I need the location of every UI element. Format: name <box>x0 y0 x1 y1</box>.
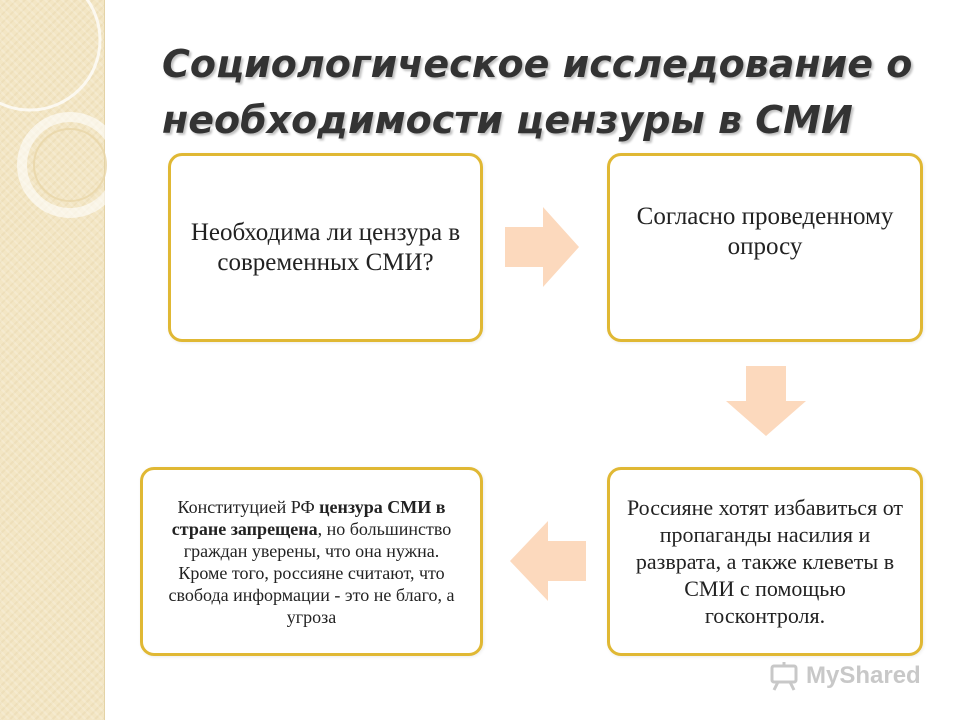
desire-text: Россияне хотят избавиться от пропаганды насилия и разврата, а также клеветы в СМИ с помощью госконтроля. <box>626 495 904 628</box>
question-box <box>168 153 483 342</box>
constitution-text <box>159 496 464 628</box>
constitution-text-bold: цензура СМИ в стране запрещена <box>171 496 446 539</box>
desire-box <box>607 467 923 656</box>
arrow-down-icon <box>726 366 806 436</box>
survey-box <box>607 153 923 342</box>
constitution-text-part1: Конституцией РФ <box>177 496 320 517</box>
watermark-text: MyShared <box>806 662 921 689</box>
survey-text: Согласно проведенному опросу <box>636 203 894 260</box>
constitution-text-part2: , но большинство граждан уверены, что она нужна. Кроме того, россияне считают, что свобода информации - это не благо, а угроза <box>168 518 455 627</box>
watermark <box>768 656 921 696</box>
constitution-box <box>140 467 483 656</box>
arrow-left-icon <box>510 521 586 601</box>
decorative-circles <box>0 0 120 260</box>
arrow-right-icon <box>505 207 579 287</box>
question-text: Необходима ли цензура в современных СМИ? <box>190 218 461 276</box>
slide-title: Социологическое исследование о необходимости цензуры в СМИ <box>162 42 913 142</box>
presentation-board-icon <box>768 660 800 692</box>
